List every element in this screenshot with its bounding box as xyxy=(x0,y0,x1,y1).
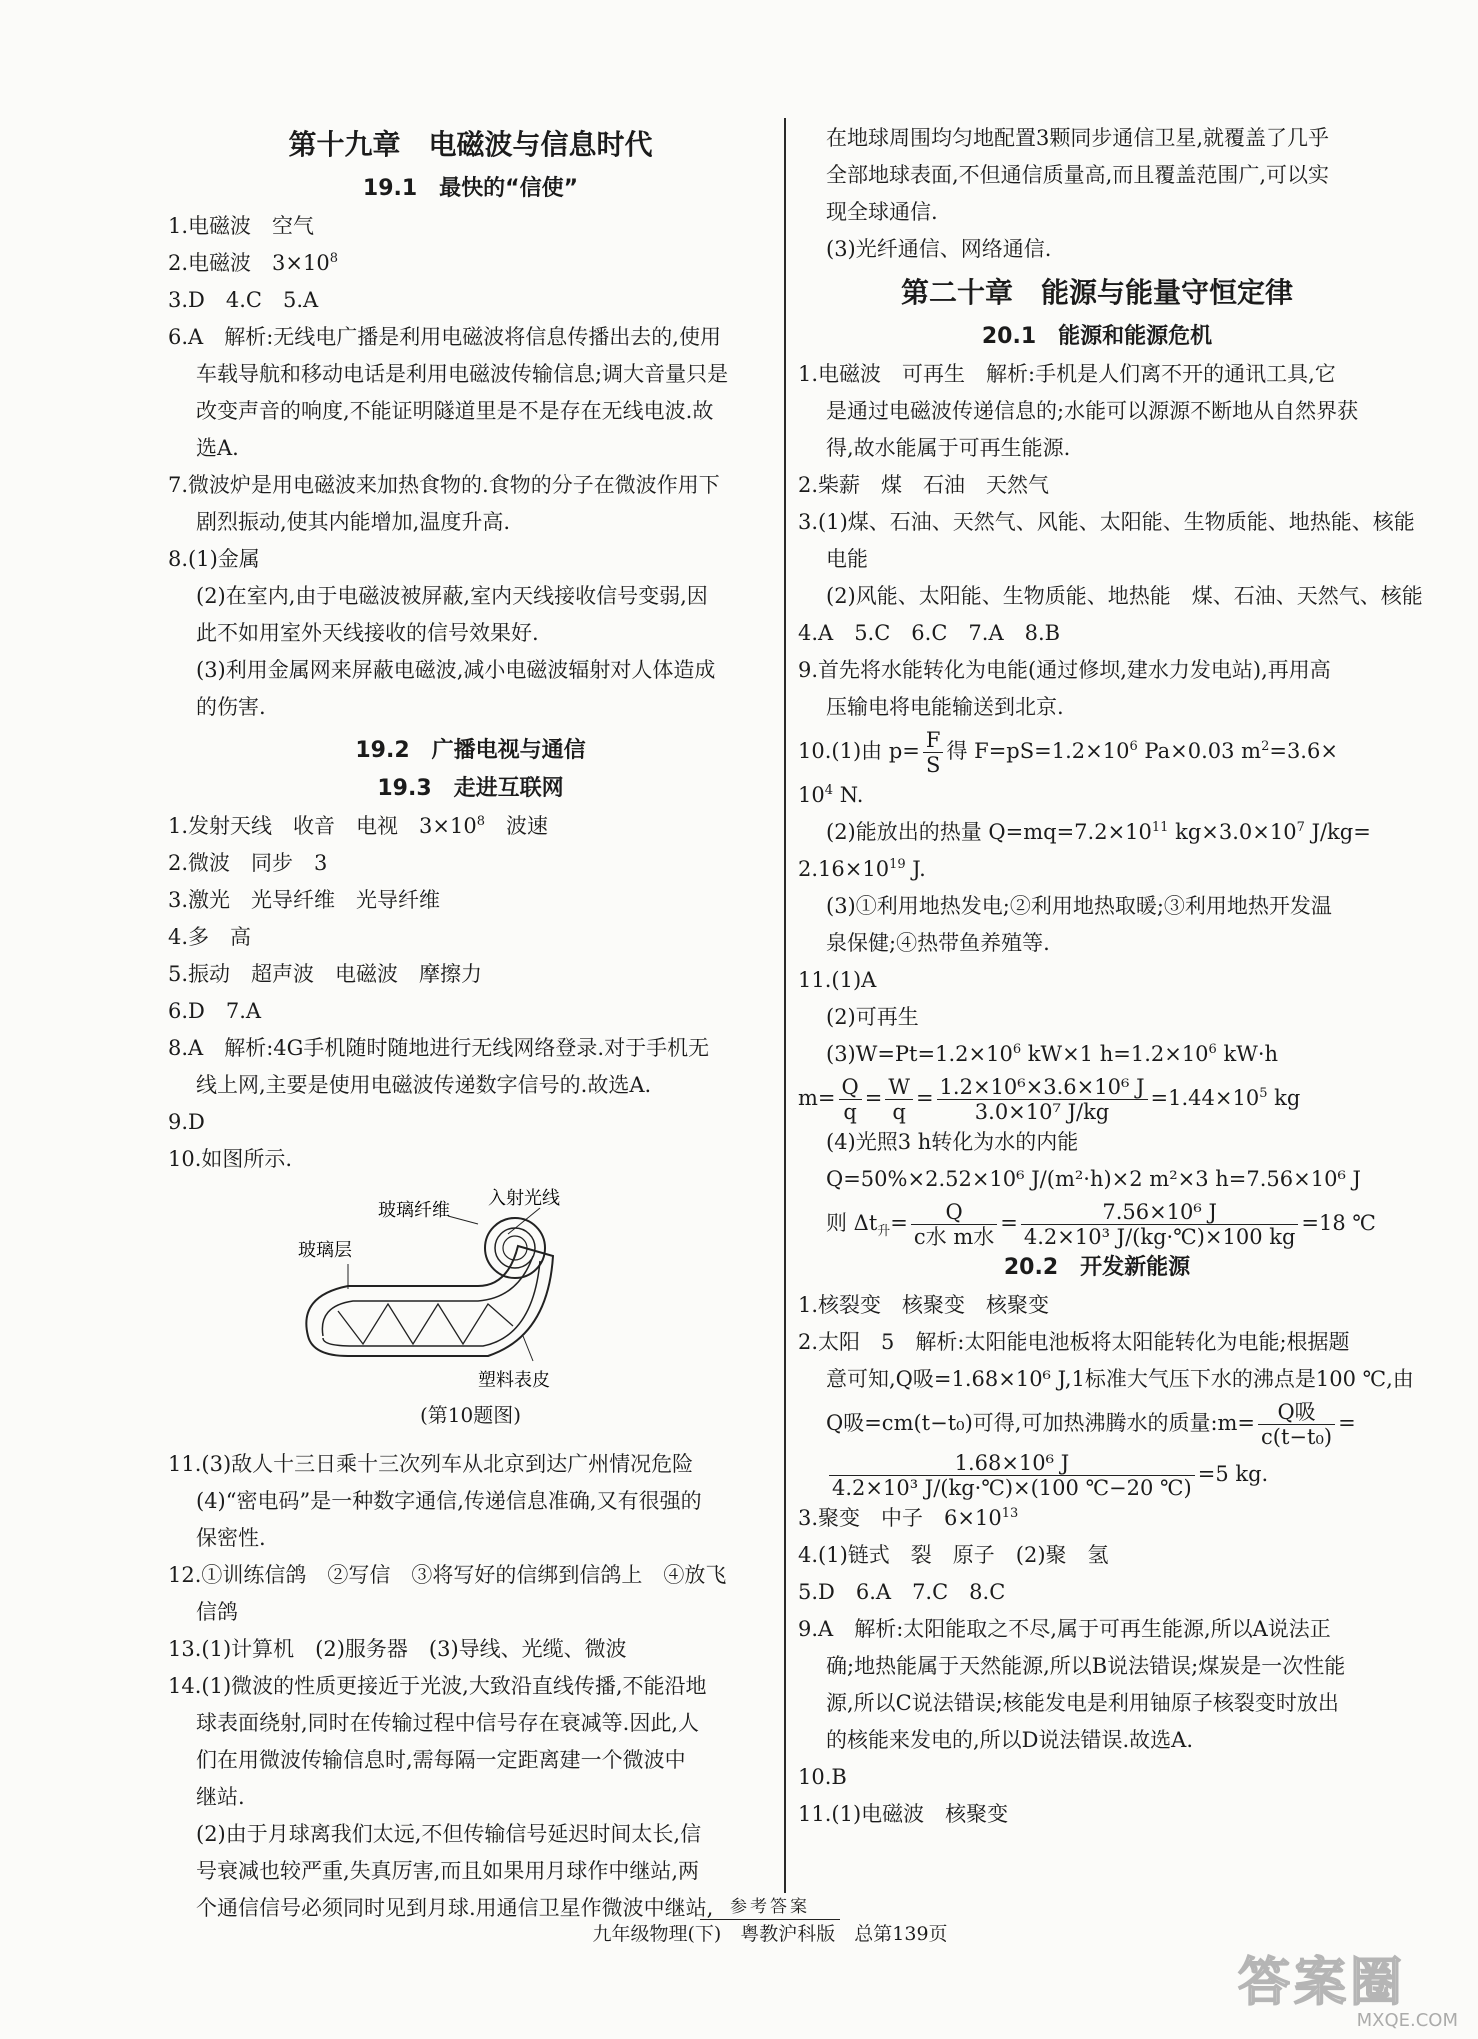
answer-line: 现全球通信. xyxy=(826,200,938,224)
answer-line: 剧烈振动,使其内能增加,温度升高. xyxy=(196,510,511,534)
answer-line: 12.①训练信鸽 ②写信 ③将写好的信绑到信鸽上 ④放飞 xyxy=(168,1563,727,1587)
left-column xyxy=(168,120,773,1927)
answer-line: 1.核裂变 核聚变 核聚变 xyxy=(798,1293,1050,1317)
section-19-3-title: 19.3 走进互联网 xyxy=(377,776,564,801)
right-column xyxy=(798,120,1423,1833)
answer-line: (2)能放出的热量 $Q=mq=7.2\times 10^{11}$ $kg\times 3.0\times 10^7$ J/kg= xyxy=(826,820,1371,844)
answer-line: 10.如图所示. xyxy=(168,1147,293,1171)
answer-line: 3.D 4.C 5.A xyxy=(168,288,319,312)
answer-line: (2)由于月球离我们太远,不但传输信号延迟时间太长,信 xyxy=(196,1822,702,1846)
answer-line: 4.A 5.C 6.C 7.A 8.B xyxy=(798,621,1061,645)
answer-line: 1.电磁波 空气 xyxy=(168,214,315,238)
answer-line: 的核能来发电的,所以D说法错误.故选A. xyxy=(826,1728,1194,1752)
answer-line: 保密性. xyxy=(196,1526,266,1550)
answer-line: 2.柴薪 煤 石油 天然气 xyxy=(798,473,1050,497)
formula-line: 则 $\Delta t_升=$ $\frac{Q}{\text{c水 m水}}$ = $\frac{\text{7.56×10⁶ J}}{\text{4.2×10³ J/(kg·℃)×100 kg}}$ =18 ℃ xyxy=(826,1200,1376,1249)
answer-line: $10^4$ N. xyxy=(798,783,864,807)
answer-line: (2)在室内,由于电磁波被屏蔽,室内天线接收信号变弱,因 xyxy=(196,584,708,608)
answer-line: 的伤害. xyxy=(196,695,266,719)
section-20-1-title: 20.1 能源和能源危机 xyxy=(981,324,1213,349)
answer-line: 9.D xyxy=(168,1110,205,1134)
answer-line: (3)①利用地热发电;②利用地热取暖;③利用地热开发温 xyxy=(826,894,1332,918)
chapter-19-title: 第十九章 电磁波与信息时代 xyxy=(288,128,653,161)
answer-line: 2.微波 同步 3 xyxy=(168,851,328,875)
answer-line: 个通信信号必须同时见到月球.用通信卫星作微波中继站, xyxy=(196,1896,714,1920)
label-plastic-sheath: 塑料表皮 xyxy=(478,1370,550,1391)
answer-line: 8.A 解析:4G手机随时随地进行无线网络登录.对于手机无 xyxy=(168,1036,710,1060)
answer-line: (2)可再生 xyxy=(826,1005,919,1029)
answer-line: 信鸽 xyxy=(196,1600,238,1624)
watermark-text: 答案圈 xyxy=(1238,1953,1407,2013)
answer-line: 11.(3)敌人十三日乘十三次列车从北京到达广州情况危险 xyxy=(168,1452,694,1476)
section-19-2-title: 19.2 广播电视与通信 xyxy=(355,738,586,763)
label-incident-ray: 入射光线 xyxy=(488,1188,560,1209)
answer-line: 此不如用室外天线接收的信号效果好. xyxy=(196,621,539,645)
answer-line: 6.D 7.A xyxy=(168,999,262,1023)
answer-line: 10.B xyxy=(798,1765,847,1789)
formula-line: 10.(1)由 p= $\frac{F}{S}$ 得 $F=pS=1.2\times 10^6$ Pa×0.03 $m^2=3.6\times$ xyxy=(798,728,1338,777)
answer-line: 球表面绕射,同时在传输过程中信号存在衰减等.因此,人 xyxy=(196,1711,700,1735)
formula-line: Q=50%×2.52×10⁶ J/(m²·h)×2 m²×3 h=7.56×10⁶ J xyxy=(826,1167,1361,1191)
answer-line: 7.微波炉是用电磁波来加热食物的.食物的分子在微波作用下 xyxy=(168,473,720,497)
answer-line: 泉保健;④热带鱼养殖等. xyxy=(826,931,1050,955)
answer-line: 改变声音的响度,不能证明隧道里是不是存在无线电波.故 xyxy=(196,399,714,423)
answer-line: 5.振动 超声波 电磁波 摩擦力 xyxy=(168,962,483,986)
label-glass-layer: 玻璃层 xyxy=(298,1240,352,1261)
watermark-url: MXQE.COM xyxy=(1356,2010,1458,2031)
optical-fiber-figure xyxy=(278,1186,578,1396)
answer-line: 4.多 高 xyxy=(168,925,252,949)
footer-heading: 参考答案 xyxy=(700,1895,840,1920)
figure-caption: (第10题图) xyxy=(419,1403,522,1427)
answer-line: 3.(1)煤、石油、天然气、风能、太阳能、生物质能、地热能、核能 xyxy=(798,510,1415,534)
answer-line: (3)利用金属网来屏蔽电磁波,减小电磁波辐射对人体造成 xyxy=(196,658,716,682)
answer-line: 1.电磁波 可再生 解析:手机是人们离不开的通讯工具,它 xyxy=(798,362,1336,386)
answer-line: 意可知,Q吸=1.68×10⁶ J,1标准大气压下水的沸点是100 ℃,由 xyxy=(826,1367,1414,1391)
answer-line: 8.(1)金属 xyxy=(168,547,260,571)
answer-line: 2.太阳 5 解析:太阳能电池板将太阳能转化为电能;根据题 xyxy=(798,1330,1350,1354)
answer-line: 全部地球表面,不但通信质量高,而且覆盖范围广,可以实 xyxy=(826,163,1330,187)
answer-line: 在地球周围均匀地配置3颗同步通信卫星,就覆盖了几乎 xyxy=(826,126,1330,150)
answer-line: 2.电磁波 $3\times 10^8$ xyxy=(168,251,338,275)
answer-line: 是通过电磁波传递信息的;水能可以源源不断地从自然界获 xyxy=(826,399,1359,423)
answer-line: (4)“密电码”是一种数字通信,传递信息准确,又有很强的 xyxy=(196,1489,702,1513)
answer-line: 13.(1)计算机 (2)服务器 (3)导线、光缆、微波 xyxy=(168,1637,627,1661)
answer-line: 9.A 解析:太阳能取之不尽,属于可再生能源,所以A说法正 xyxy=(798,1617,1331,1641)
answer-line: 线上网,主要是使用电磁波传递数字信号的.故选A. xyxy=(196,1073,652,1097)
answer-line: 11.(1)A xyxy=(798,968,877,992)
label-glass-fiber: 玻璃纤维 xyxy=(378,1200,450,1221)
answer-line: $2.16\times 10^{19}$ J. xyxy=(798,857,926,881)
answer-line: 1.发射天线 收音 电视 $3\times 10^8$ 波速 xyxy=(168,814,548,838)
answer-line: (4)光照3 h转化为水的内能 xyxy=(826,1130,1079,1154)
answer-line: 3.激光 光导纤维 光导纤维 xyxy=(168,888,441,912)
answer-line: 车载导航和移动电话是利用电磁波传输信息;调大音量只是 xyxy=(196,362,729,386)
answer-line: 5.D 6.A 7.C 8.C xyxy=(798,1580,1006,1604)
answer-line: 11.(1)电磁波 核聚变 xyxy=(798,1802,1009,1826)
answer-line: 选A. xyxy=(196,436,239,460)
formula-line: $\frac{\text{1.68×10⁶ J}}{\text{4.2×10³ J/(kg·℃)×(100 ℃−20 ℃)}}$ =5 kg. xyxy=(798,1449,1396,1500)
answer-line: 4.(1)链式 裂 原子 (2)聚 氢 xyxy=(798,1543,1109,1567)
answer-line: 电能 xyxy=(826,547,868,571)
answer-line: 们在用微波传输信息时,需每隔一定距离建一个微波中 xyxy=(196,1748,686,1772)
chapter-20-title: 第二十章 能源与能量守恒定律 xyxy=(900,276,1293,309)
answer-line: 得,故水能属于可再生能源. xyxy=(826,436,1071,460)
answer-line: (2)风能、太阳能、生物质能、地热能 煤、石油、天然气、核能 xyxy=(826,584,1423,608)
page-footer xyxy=(560,1895,980,1948)
answer-line: 9.首先将水能转化为电能(通过修坝,建水力发电站),再用高 xyxy=(798,658,1331,682)
section-19-1-title: 19.1 最快的“信使” xyxy=(362,176,579,201)
answer-line: 号衰减也较严重,失真厉害,而且如果用月球作中继站,两 xyxy=(196,1859,700,1883)
column-divider xyxy=(784,118,786,1893)
answer-line: $(3)W=Pt=1.2\times 10^6$ kW×1 $h=1.2\times 10^6$ kW·h xyxy=(826,1042,1279,1066)
watermark-logo xyxy=(1238,1955,1458,2035)
footer-info: 九年级物理(下) 粤教沪科版 总第139页 xyxy=(592,1923,948,1945)
formula-line: Q吸=cm(t−t₀)可得,可加热沸腾水的质量:m= $\frac{\text{Q吸}}{\text{c(t−t₀)}}$ = xyxy=(826,1400,1356,1449)
answer-line: 确;地热能属于天然能源,所以B说法错误;煤炭是一次性能 xyxy=(826,1654,1346,1678)
answer-line: 继站. xyxy=(196,1785,245,1809)
answer-line: 压输电将电能输送到北京. xyxy=(826,695,1064,719)
answer-line: 14.(1)微波的性质更接近于光波,大致沿直线传播,不能沿地 xyxy=(168,1674,707,1698)
answer-line: 3.聚变 中子 $6\times 10^{13}$ xyxy=(798,1506,1019,1530)
answer-line: (3)光纤通信、网络通信. xyxy=(826,237,1052,261)
formula-line: m= $\frac{Q}{q}$ = $\frac{W}{q}$ = $\frac{\text{1.2×10⁶×3.6×10⁶ J}}{\text{3.0×10⁷ J/kg}}$ $=1.44\times 10^5$ kg xyxy=(798,1075,1301,1124)
section-20-2-title: 20.2 开发新能源 xyxy=(1003,1255,1191,1280)
answer-line: 源,所以C说法错误;核能发电是利用铀原子核裂变时放出 xyxy=(826,1691,1339,1715)
answer-line: 6.A 解析:无线电广播是利用电磁波将信息传播出去的,使用 xyxy=(168,325,721,349)
